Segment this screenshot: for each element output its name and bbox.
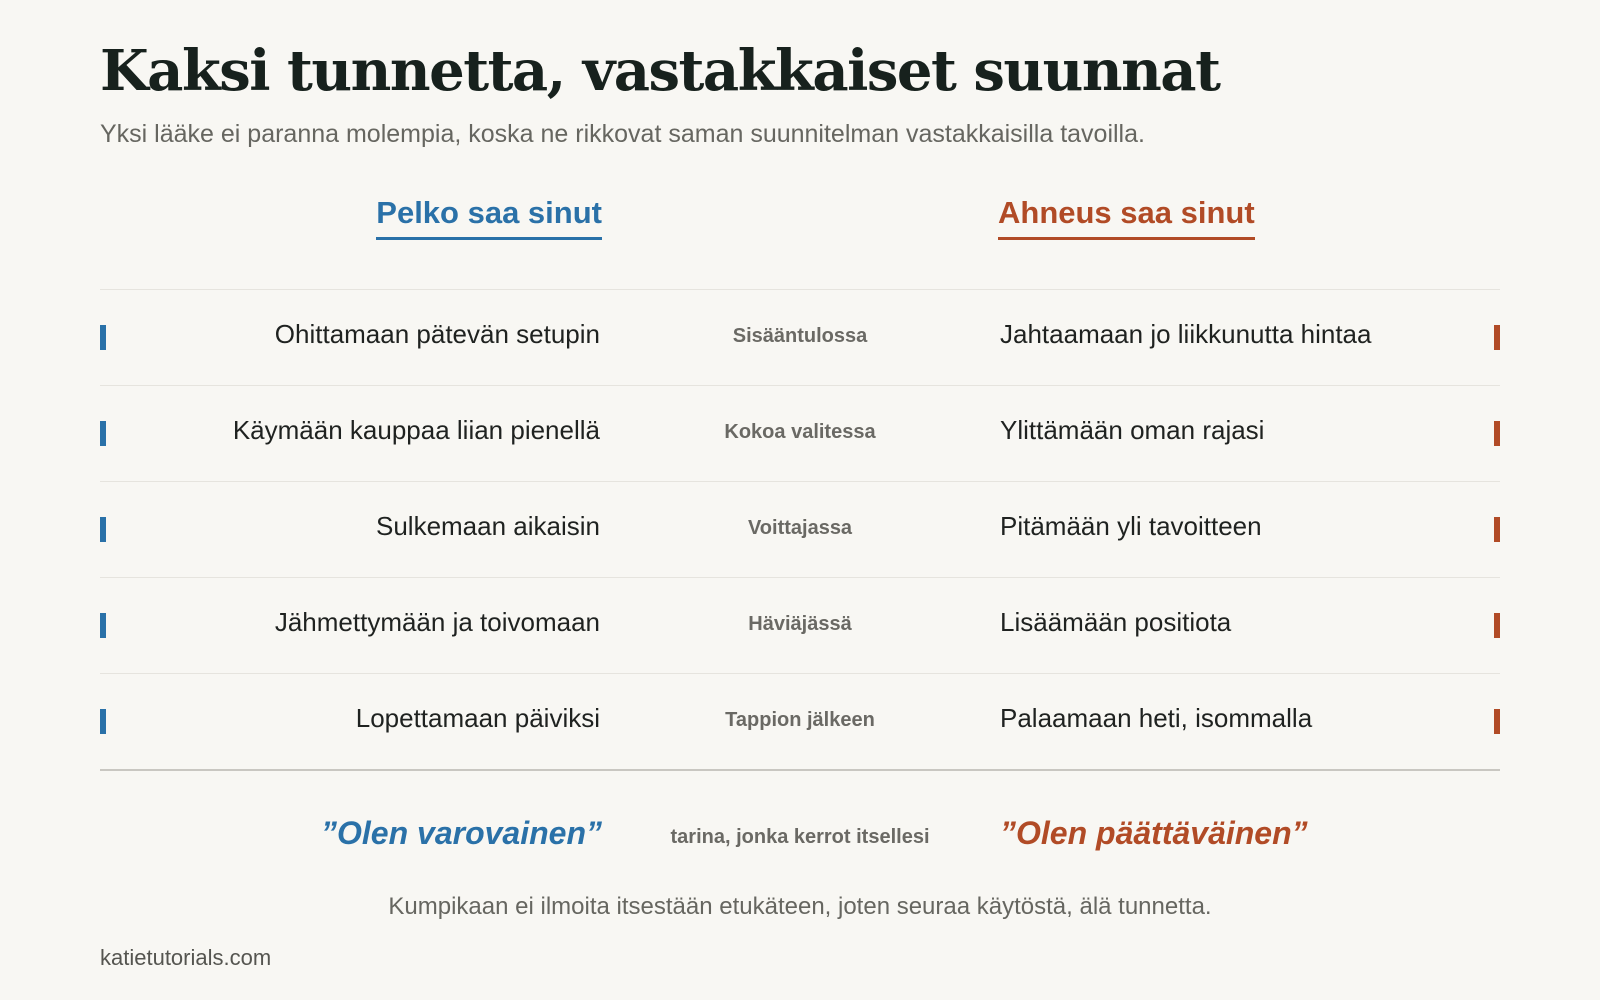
comparison-row: [100, 578, 1500, 674]
fear-marker: [100, 709, 106, 734]
fear-story-quote: ”Olen varovainen”: [321, 815, 602, 851]
page-subtitle: Yksi lääke ei paranna molempia, koska ne rikkovat saman suunnitelman vastakkaisilla tavoilla.: [100, 120, 1145, 148]
fear-behavior: Ohittamaan pätevän setupin: [274, 319, 600, 349]
fear-marker: [100, 613, 106, 638]
greed-marker: [1494, 325, 1500, 350]
greed-story-quote: ”Olen päättäväinen”: [1000, 815, 1308, 851]
greed-behavior: Lisäämään positiota: [1000, 607, 1232, 637]
comparison-row: [100, 290, 1500, 386]
comparison-row: [100, 482, 1500, 578]
greed-behavior: Jahtaamaan jo liikkunutta hintaa: [1000, 319, 1372, 349]
moment-label: Kokoa valitessa: [724, 421, 876, 443]
comparison-row: [100, 386, 1500, 482]
greed-behavior: Palaamaan heti, isommalla: [1000, 703, 1313, 733]
greed-column-heading: Ahneus saa sinut: [998, 195, 1255, 240]
greed-marker: [1494, 517, 1500, 542]
source-credit: katietutorials.com: [100, 945, 272, 970]
fear-behavior: Käymään kauppaa liian pienellä: [232, 415, 600, 445]
moment-label: Sisääntulossa: [732, 325, 868, 347]
page-title: Kaksi tunnetta, vastakkaiset suunnat: [100, 38, 1220, 104]
fear-behavior: Sulkemaan aikaisin: [375, 511, 600, 541]
fear-marker: [100, 421, 106, 446]
fear-marker: [100, 325, 106, 350]
story-label: tarina, jonka kerrot itsellesi: [670, 826, 930, 848]
fear-column-heading: Pelko saa sinut: [376, 195, 602, 240]
comparison-table: [100, 289, 1500, 771]
moment-label: Tappion jälkeen: [725, 709, 875, 731]
fear-marker: [100, 517, 106, 542]
greed-marker: [1494, 613, 1500, 638]
moment-label: Häviäjässä: [748, 613, 852, 635]
greed-marker: [1494, 709, 1500, 734]
greed-behavior: Pitämään yli tavoitteen: [1000, 511, 1262, 541]
footer-note: Kumpikaan ei ilmoita itsestään etukäteen, joten seuraa käytöstä, älä tunnetta.: [388, 893, 1212, 920]
fear-behavior: Lopettamaan päiviksi: [355, 703, 600, 733]
moment-label: Voittajassa: [747, 517, 853, 539]
comparison-row: [100, 674, 1500, 771]
greed-marker: [1494, 421, 1500, 446]
greed-behavior: Ylittämään oman rajasi: [1000, 415, 1265, 445]
fear-behavior: Jähmettymään ja toivomaan: [274, 607, 600, 637]
